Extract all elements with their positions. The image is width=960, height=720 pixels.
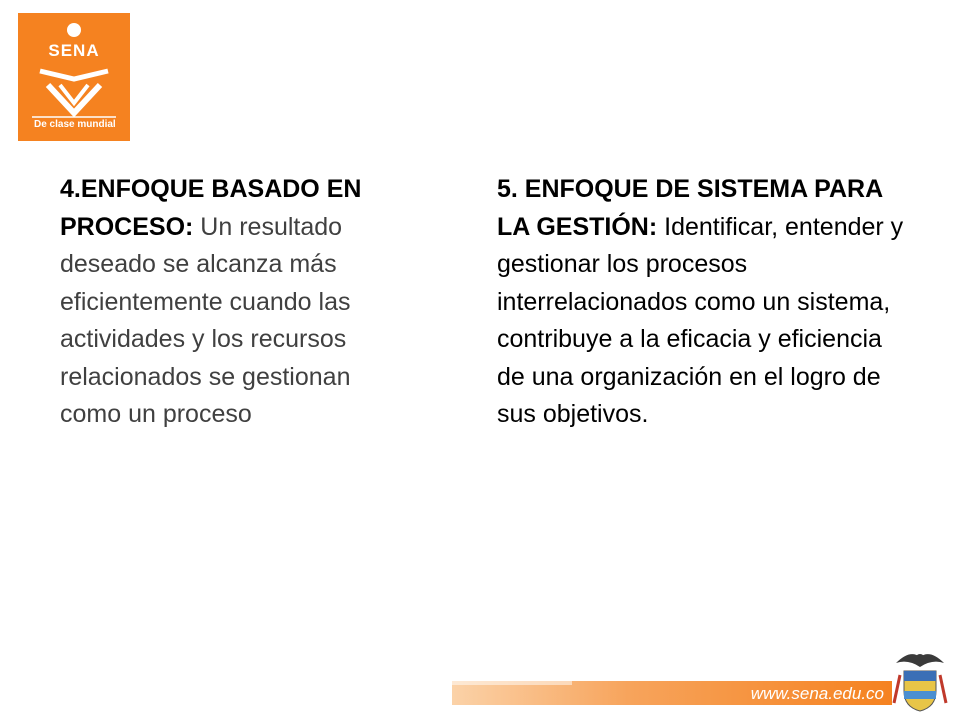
principle-5-block (497, 171, 907, 434)
principle-4-block (60, 171, 410, 434)
logo-wordmark: SENA (48, 41, 100, 60)
principle-4-body: Un resultado deseado se alcanza más eficientemente cuando las actividades y los recursos relacionados se gestionan como un proceso (60, 212, 351, 428)
coat-of-arms-icon (890, 645, 950, 715)
principle-5-body: Identificar, entender y gestionar los procesos interrelacionados como un sistema, contribuye a la eficacia y eficiencia de una organización en el logro de sus objetivos. (497, 212, 904, 428)
footer-bar (452, 681, 892, 705)
principle-5-heading: 5. ENFOQUE DE SISTEMA PARA LA GESTIÓN: (497, 175, 883, 241)
sena-logo (18, 13, 130, 141)
principle-4-heading: 4.ENFOQUE BASADO EN PROCESO: (60, 175, 362, 241)
footer-url: www.sena.edu.co (750, 684, 884, 703)
logo-tagline: De clase mundial (34, 119, 116, 130)
